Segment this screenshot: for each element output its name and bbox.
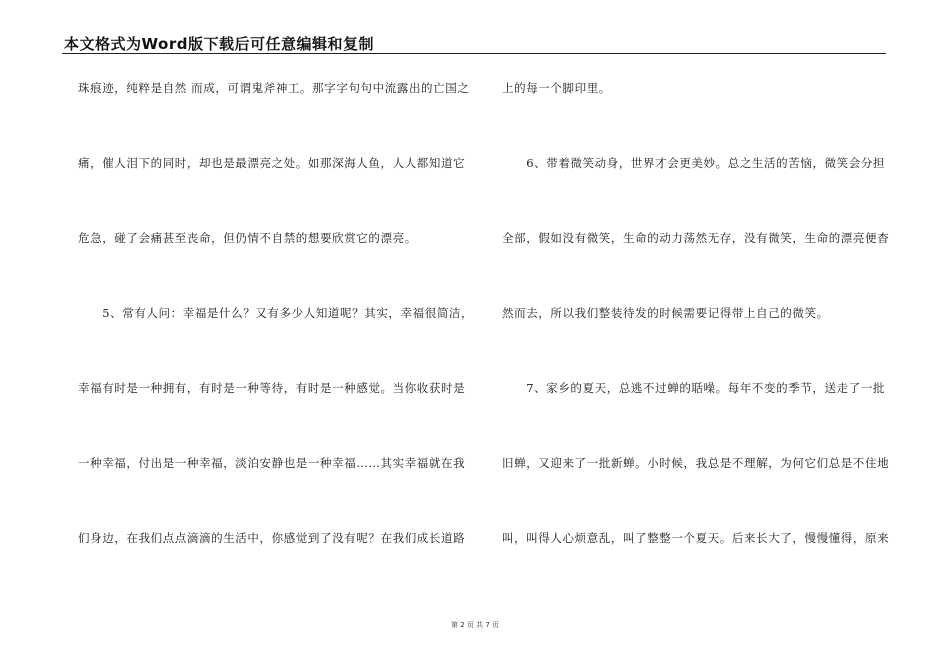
- text-line: 叫，叫得人心烦意乱，叫了整整一个夏天。后来长大了，慢慢懂得，原来: [502, 531, 890, 545]
- text-line: 们身边，在我们点点滴滴的生活中，你感觉到了没有呢？在我们成长道路: [78, 531, 466, 545]
- text-line: 旧蝉，又迎来了一批新蝉。小时候，我总是不理解，为何它们总是不住地: [502, 456, 890, 470]
- header-divider: [62, 53, 886, 54]
- text-line: 上的每一个脚印里。: [502, 81, 611, 95]
- text-line: 幸福有时是一种拥有，有时是一种等待，有时是一种感觉。当你收获时是: [78, 381, 466, 395]
- text-line: 7、家乡的夏天，总逃不过蝉的聒噪。每年不变的季节，送走了一批: [502, 381, 886, 395]
- text-line: 全部，假如没有微笑，生命的动力荡然无存，没有微笑，生命的漂亮便杳: [502, 231, 890, 245]
- page-number-footer: 第 2 页 共 7 页: [450, 621, 500, 629]
- text-line: 危急，碰了会痛甚至丧命，但仍情不自禁的想要欣赏它的漂亮。: [78, 231, 417, 245]
- text-line: 珠痕迹，纯粹是自然 而成，可谓鬼斧神工。那字字句句中流露出的亡国之: [78, 81, 470, 95]
- document-header-title: 本文格式为Word版下载后可任意编辑和复制: [64, 35, 374, 53]
- text-line: 6、带着微笑动身，世界才会更美妙。总之生活的苦恼，微笑会分担: [502, 156, 886, 170]
- text-line: 一种幸福，付出是一种幸福，淡泊安静也是一种幸福……其实幸福就在我: [78, 456, 466, 470]
- text-line: 5、常有人问：幸福是什么？又有多少人知道呢？其实，幸福很简洁，: [78, 306, 474, 320]
- text-line: 痛，催人泪下的同时，却也是最漂亮之处。如那深海人鱼，人人都知道它: [78, 156, 466, 170]
- text-line: 然而去，所以我们整装待发的时候需要记得带上自己的微笑。: [502, 306, 829, 320]
